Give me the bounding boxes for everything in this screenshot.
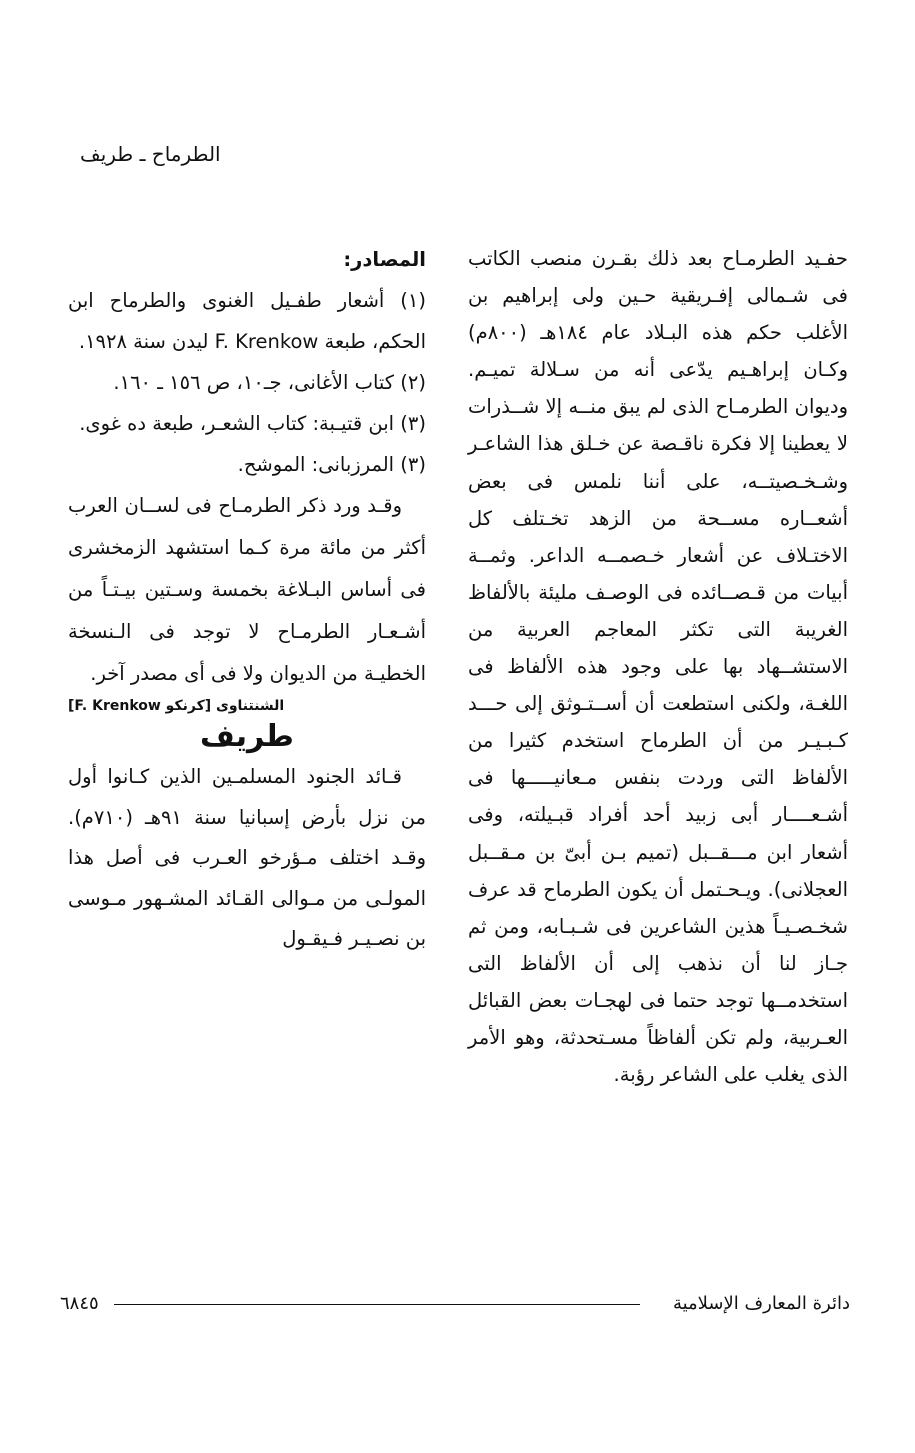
right-column-paragraph: حفـيد الطرمـاح بعد ذلك بقـرن منصب الكاتب فى شـمالى إفـريقية حـين ولى إبراهيم بن الأغلب حكم هذه البـلاد عام ١٨٤هـ (٨٠٠م) وكـان إبراهـيم يدّعى أنه من سـلالة تميـم. وديوان الطرمـاح الذى لم يبق منــه إلا شــذرات لا يعطينا إلا فكرة ناقـصة عن خـلق هذا الشاعـر وشـخـصيتــه، على أننا نلمس فى بعض أشعــاره مســحة من الزهد تخـتلف كل الاختـلاف عن أشعار خـصمــه الداعر. وثمــة أبيات من قـصــائده فى الوصـف مليئة بالألفاظ الغريبة التى تكثر المعاجم العربية من الاستشــهاد بها على وجود هذه الألفاظ فى اللغـة، ولكنى استطعت أن أســتـوثق إلى حـــد كـبـيـر من أن الطرماح استخدم كثيرا من الألفاظ التى وردت بنفس مـعانيـــــها فى أشـعــــار أبى زبيد أحد أفراد قبـيلته، وفى أشعار ابن مـــقــبل (تميم بـن أبىّ بن مـقــبل العجلانى). ويـحـتمل أن يكون الطرماح قد عرف شخـصـيـاً هذين الشاعرين فى شـبـابه، ومن ثم جـاز لنا أن نذهب إلى أن الألفاظ التى استخدمــها توجد حتما فى لهجـات بعض القبائل العـربية، ولم تكن ألفاظاً مسـتحدثة، وهو الأمر الذى يغلب على الشاعر رؤبة. [468, 247, 848, 1087]
source-item-2: (٢) كتاب الأغانى، جـ١٠، ص ١٥٦ ـ ١٦٠. [113, 371, 426, 394]
footer-title: دائرة المعارف الإسلامية [672, 1293, 850, 1314]
source-item-3: (٣) ابن قتيـبة: كتاب الشعـر، طبعة ده غوى. [79, 412, 426, 435]
page-footer [60, 1290, 850, 1318]
left-column [68, 240, 426, 960]
running-head: الطرماح ـ طريف [80, 142, 221, 166]
lisan-paragraph: وقـد ورد ذكر الطرمـاح فى لســان العرب أكثر من مائة مرة كـما استشهد الزمخشرى فى أساس البـلاغة بخمسة وسـتين بيـتـاً من أشـعـار الطرمـاح لا توجد فى الـنسخة الخطيـة من الديوان ولا فى أى مصدر آخر. [68, 494, 426, 685]
entry-title: طريف [200, 719, 294, 754]
page-number: ٦٨٤٥ [60, 1293, 99, 1314]
source-item-4: (٣) المرزبانى: الموشح. [237, 453, 426, 476]
entry-paragraph: قـائد الجنود المسلمـين الذين كـانوا أول من نزل بأرض إسبانيا سنة ٩١هـ (٧١٠م). وقـد اختلف مـؤرخو العـرب فى أصل هذا المولـى من مـوالى القـائد المشـهور مـوسى بن نصـيـر فـيقـول [68, 765, 426, 950]
author-signature: الشنتناوى [كرنكو F. Krenkow] [68, 698, 285, 714]
footer-rule [114, 1304, 640, 1305]
right-column [468, 240, 848, 1093]
sources-heading: المصادر: [343, 248, 426, 271]
source-item-1: (١) أشعار طفـيل الغنوى والطرماح ابن الحكم، طبعة F. Krenkow ليدن سنة ١٩٢٨. [68, 289, 426, 353]
